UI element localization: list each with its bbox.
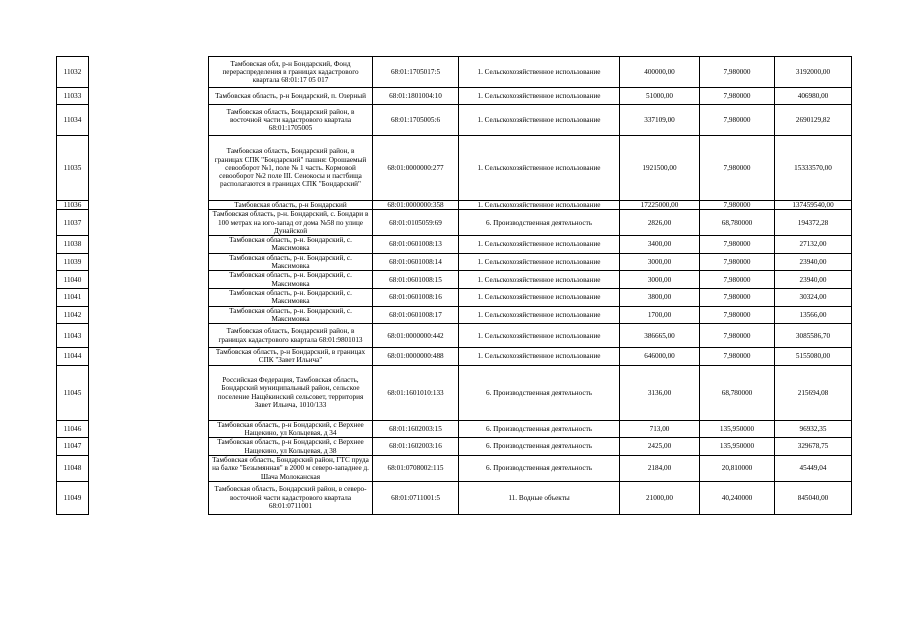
table-body (57, 57, 852, 515)
address-cell: Тамбовская область, р-н Бондарский, с Верхнее Нащекино, ул Кольцевая, д 34 (209, 420, 373, 438)
cadastral-number-cell: 68:01:0000000:358 (373, 201, 459, 210)
cadastral-number-cell: 68:01:1602003:16 (373, 438, 459, 456)
specific-value-cell: 68,780000 (700, 210, 775, 236)
land-use-cell: 1. Сельскохозяйственное использование (459, 88, 620, 105)
cadastral-number-cell: 68:01:0000000:277 (373, 136, 459, 201)
table-row (57, 136, 852, 201)
area-cell: 713,00 (620, 420, 700, 438)
cadastral-number-cell: 68:01:0105059:69 (373, 210, 459, 236)
address-cell: Тамбовская область, р-н. Бондарский, с. Максимовка (209, 306, 373, 324)
table-row (57, 306, 852, 324)
specific-value-cell: 20,810000 (700, 455, 775, 481)
specific-value-cell: 7,980000 (700, 348, 775, 366)
table-row (57, 438, 852, 456)
specific-value-cell: 7,980000 (700, 57, 775, 88)
address-cell: Тамбовская область, Бондарский район, в границах СПК "Бондарский" пашня: Орошаемый севооборот №1, поле № 1 часть. Кормовой севооборот №2 поле III. Сенокосы и пастбища располагаются в границах СПК "Бондарский" (209, 136, 373, 201)
row-number-cell: 11048 (57, 455, 89, 481)
table-row (57, 88, 852, 105)
area-cell: 21000,00 (620, 481, 700, 514)
spacer-cell (89, 210, 209, 236)
address-cell: Тамбовская область, р-н. Бондарский, с. Бондари в 100 метрах на юго-запад от дома №58 по улице Дунайской (209, 210, 373, 236)
table-row (57, 365, 852, 420)
cadastral-value-cell: 194372,28 (775, 210, 852, 236)
spacer-cell (89, 438, 209, 456)
land-use-cell: 1. Сельскохозяйственное использование (459, 271, 620, 289)
cadastral-value-cell: 96932,35 (775, 420, 852, 438)
area-cell: 3400,00 (620, 236, 700, 254)
spacer-cell (89, 88, 209, 105)
row-number-cell: 11037 (57, 210, 89, 236)
land-use-cell: 1. Сельскохозяйственное использование (459, 324, 620, 348)
land-use-cell: 6. Производственная деятельность (459, 420, 620, 438)
row-number-cell: 11032 (57, 57, 89, 88)
land-use-cell: 11. Водные объекты (459, 481, 620, 514)
address-cell: Российская Федерация, Тамбовская область, Бондарский муниципальный район, сельское поселение Нащёкинский сельсовет, территория Завет Ильича, 1010/133 (209, 365, 373, 420)
row-number-cell: 11038 (57, 236, 89, 254)
area-cell: 646000,00 (620, 348, 700, 366)
cadastral-value-cell: 329678,75 (775, 438, 852, 456)
cadastral-number-cell: 68:01:1801004:10 (373, 88, 459, 105)
cadastral-value-cell: 13566,00 (775, 306, 852, 324)
table-row (57, 271, 852, 289)
address-cell: Тамбовская область, р-н. Бондарский, с. Максимовка (209, 288, 373, 306)
row-number-cell: 11046 (57, 420, 89, 438)
cadastral-value-cell: 23940,00 (775, 253, 852, 271)
specific-value-cell: 40,240000 (700, 481, 775, 514)
specific-value-cell: 7,980000 (700, 136, 775, 201)
table-row (57, 288, 852, 306)
row-number-cell: 11041 (57, 288, 89, 306)
cadastral-number-cell: 68:01:0601008:17 (373, 306, 459, 324)
spacer-cell (89, 420, 209, 438)
cadastral-value-cell: 45449,04 (775, 455, 852, 481)
spacer-cell (89, 236, 209, 254)
table-row (57, 105, 852, 136)
cadastral-number-cell: 68:01:0000000:442 (373, 324, 459, 348)
cadastral-number-cell: 68:01:0601008:15 (373, 271, 459, 289)
land-use-cell: 1. Сельскохозяйственное использование (459, 236, 620, 254)
cadastral-value-cell: 15333570,00 (775, 136, 852, 201)
spacer-cell (89, 306, 209, 324)
land-use-cell: 1. Сельскохозяйственное использование (459, 57, 620, 88)
area-cell: 1700,00 (620, 306, 700, 324)
land-use-cell: 6. Производственная деятельность (459, 210, 620, 236)
cadastral-value-cell: 30324,00 (775, 288, 852, 306)
specific-value-cell: 7,980000 (700, 324, 775, 348)
row-number-cell: 11033 (57, 88, 89, 105)
row-number-cell: 11045 (57, 365, 89, 420)
cadastral-value-cell: 3085586,70 (775, 324, 852, 348)
area-cell: 337109,00 (620, 105, 700, 136)
row-number-cell: 11040 (57, 271, 89, 289)
cadastral-number-cell: 68:01:1705017:5 (373, 57, 459, 88)
specific-value-cell: 7,980000 (700, 88, 775, 105)
land-use-cell: 6. Производственная деятельность (459, 438, 620, 456)
land-use-cell: 1. Сельскохозяйственное использование (459, 201, 620, 210)
cadastral-number-cell: 68:01:1705005:6 (373, 105, 459, 136)
spacer-cell (89, 253, 209, 271)
area-cell: 2425,00 (620, 438, 700, 456)
cadastral-number-cell: 68:01:0601008:16 (373, 288, 459, 306)
area-cell: 3000,00 (620, 271, 700, 289)
table-row (57, 201, 852, 210)
address-cell: Тамбовская область, Бондарский район, в границах кадастрового квартала 68:01:9801013 (209, 324, 373, 348)
area-cell: 51000,00 (620, 88, 700, 105)
cadastral-number-cell: 68:01:0711001:5 (373, 481, 459, 514)
specific-value-cell: 68,780000 (700, 365, 775, 420)
cadastral-value-cell: 5155080,00 (775, 348, 852, 366)
spacer-cell (89, 271, 209, 289)
cadastral-value-cell: 215694,08 (775, 365, 852, 420)
spacer-cell (89, 136, 209, 201)
land-use-cell: 6. Производственная деятельность (459, 365, 620, 420)
specific-value-cell: 7,980000 (700, 236, 775, 254)
specific-value-cell: 7,980000 (700, 253, 775, 271)
address-cell: Тамбовская область, Бондарский район, ГТС пруда на балке "Безымянная" в 2000 м северо-западнее д. Шача Молоканская (209, 455, 373, 481)
specific-value-cell: 7,980000 (700, 105, 775, 136)
address-cell: Тамбовская область, р-н Бондарский, в границах СПК "Завет Ильича" (209, 348, 373, 366)
cadastral-number-cell: 68:01:0708002:115 (373, 455, 459, 481)
cadastral-value-cell: 3192000,00 (775, 57, 852, 88)
area-cell: 3000,00 (620, 253, 700, 271)
address-cell: Тамбовская область, Бондарский район, в восточной части кадастрового квартала 68:01:1705005 (209, 105, 373, 136)
row-number-cell: 11049 (57, 481, 89, 514)
spacer-cell (89, 288, 209, 306)
table-row (57, 236, 852, 254)
address-cell: Тамбовская область, р-н Бондарский, с Верхнее Нащекино, ул Кольцевая, д 38 (209, 438, 373, 456)
row-number-cell: 11047 (57, 438, 89, 456)
land-use-cell: 1. Сельскохозяйственное использование (459, 253, 620, 271)
area-cell: 3136,00 (620, 365, 700, 420)
row-number-cell: 11034 (57, 105, 89, 136)
table-row (57, 348, 852, 366)
cadastral-value-cell: 406980,00 (775, 88, 852, 105)
area-cell: 1921500,00 (620, 136, 700, 201)
table-row (57, 253, 852, 271)
spacer-cell (89, 201, 209, 210)
table-row (57, 57, 852, 88)
row-number-cell: 11035 (57, 136, 89, 201)
address-cell: Тамбовская область, р-н Бондарский (209, 201, 373, 210)
row-number-cell: 11036 (57, 201, 89, 210)
cadastral-value-cell: 2690129,82 (775, 105, 852, 136)
specific-value-cell: 7,980000 (700, 201, 775, 210)
address-cell: Тамбовская область, Бондарский район, в северо-восточной части кадастрового квартала 68:01:0711001 (209, 481, 373, 514)
spacer-cell (89, 57, 209, 88)
area-cell: 2184,00 (620, 455, 700, 481)
area-cell: 386665,00 (620, 324, 700, 348)
land-use-cell: 1. Сельскохозяйственное использование (459, 105, 620, 136)
specific-value-cell: 135,950000 (700, 438, 775, 456)
specific-value-cell: 7,980000 (700, 271, 775, 289)
cadastral-number-cell: 68:01:1602003:15 (373, 420, 459, 438)
spacer-cell (89, 481, 209, 514)
spacer-cell (89, 105, 209, 136)
address-cell: Тамбовская область, р-н Бондарский, п. Озерный (209, 88, 373, 105)
cadastral-number-cell: 68:01:0601008:14 (373, 253, 459, 271)
land-use-cell: 1. Сельскохозяйственное использование (459, 306, 620, 324)
cadastral-value-cell: 27132,00 (775, 236, 852, 254)
specific-value-cell: 7,980000 (700, 288, 775, 306)
land-use-cell: 1. Сельскохозяйственное использование (459, 348, 620, 366)
spacer-cell (89, 324, 209, 348)
table-row (57, 420, 852, 438)
spacer-cell (89, 348, 209, 366)
table-row (57, 455, 852, 481)
address-cell: Тамбовская область, р-н. Бондарский, с. Максимовка (209, 253, 373, 271)
row-number-cell: 11039 (57, 253, 89, 271)
area-cell: 400000,00 (620, 57, 700, 88)
row-number-cell: 11044 (57, 348, 89, 366)
cadastral-number-cell: 68:01:1601010:133 (373, 365, 459, 420)
area-cell: 17225000,00 (620, 201, 700, 210)
specific-value-cell: 135,950000 (700, 420, 775, 438)
specific-value-cell: 7,980000 (700, 306, 775, 324)
spacer-cell (89, 365, 209, 420)
address-cell: Тамбовская обл, р-н Бондарский, Фонд перераспределения в границах кадастрового квартала 68:01:17 05 017 (209, 57, 373, 88)
area-cell: 3800,00 (620, 288, 700, 306)
row-number-cell: 11043 (57, 324, 89, 348)
land-use-cell: 1. Сельскохозяйственное использование (459, 136, 620, 201)
table-row (57, 324, 852, 348)
table-row (57, 210, 852, 236)
cadastral-number-cell: 68:01:0601008:13 (373, 236, 459, 254)
row-number-cell: 11042 (57, 306, 89, 324)
cadastral-number-cell: 68:01:0000000:488 (373, 348, 459, 366)
land-use-cell: 1. Сельскохозяйственное использование (459, 288, 620, 306)
cadastral-value-cell: 23940,00 (775, 271, 852, 289)
table-row (57, 481, 852, 514)
address-cell: Тамбовская область, р-н. Бондарский, с. Максимовка (209, 271, 373, 289)
cadastral-value-cell: 137459540,00 (775, 201, 852, 210)
spacer-cell (89, 455, 209, 481)
land-valuation-table (56, 56, 852, 515)
land-use-cell: 6. Производственная деятельность (459, 455, 620, 481)
area-cell: 2826,00 (620, 210, 700, 236)
address-cell: Тамбовская область, р-н. Бондарский, с. Максимовка (209, 236, 373, 254)
cadastral-value-cell: 845040,00 (775, 481, 852, 514)
